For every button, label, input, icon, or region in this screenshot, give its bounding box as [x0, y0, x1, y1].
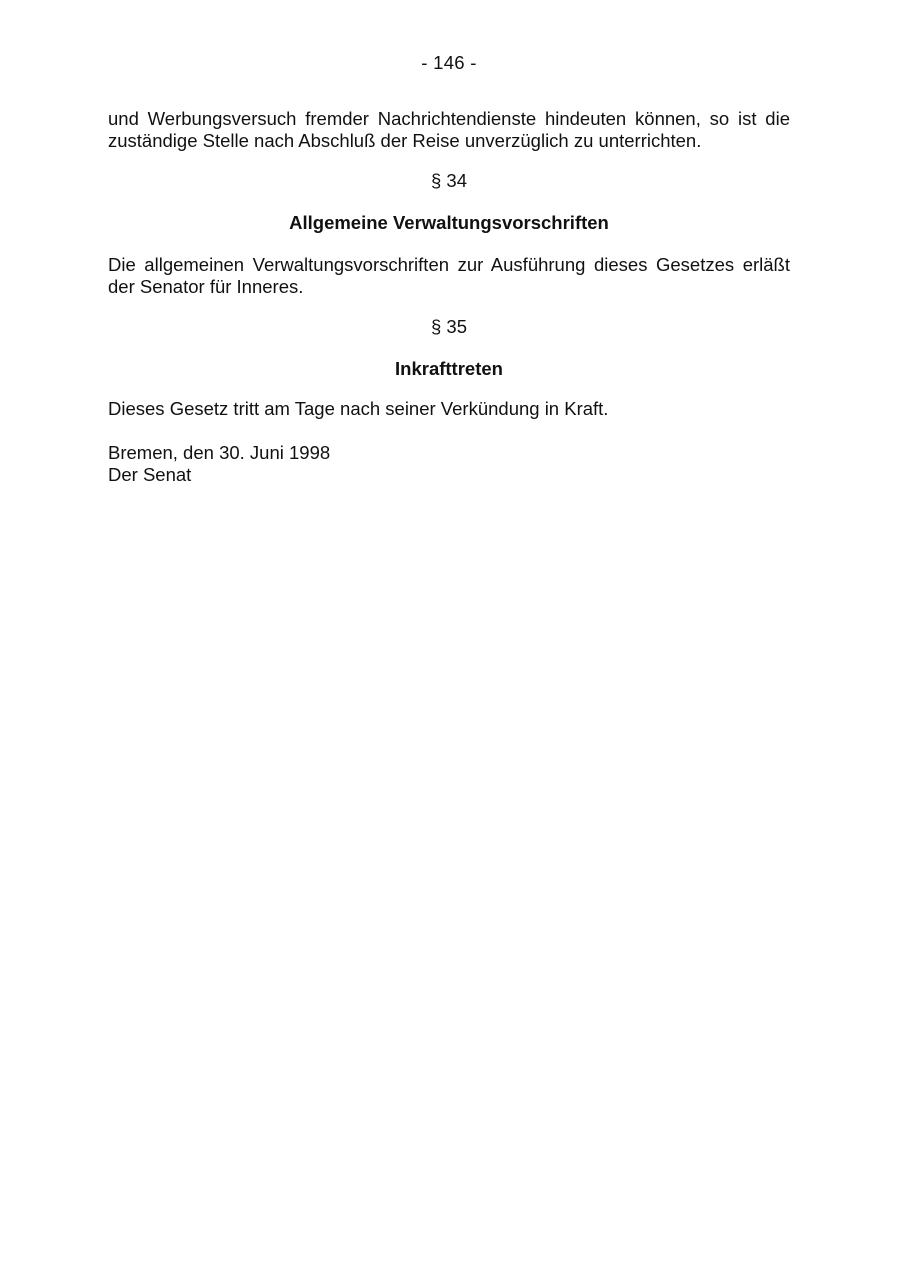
section-body-34: Die allgemeinen Verwaltungsvorschriften zur Ausführung dieses Gesetzes erläßt der Senator für Inneres.: [108, 254, 790, 297]
section-mark-35: § 35: [430, 316, 467, 337]
document-page: [108, 0, 790, 486]
signature-signatory: Der Senat: [108, 464, 192, 485]
page-number: - 146 -: [421, 52, 477, 73]
section-title-allgemeine-verwaltungsvorschriften: Allgemeine Verwaltungsvorschriften: [289, 212, 609, 233]
section-mark-34: § 34: [430, 170, 467, 191]
section-body-35: Dieses Gesetz tritt am Tage nach seiner Verkündung in Kraft.: [108, 398, 609, 419]
signature-place-date: Bremen, den 30. Juni 1998: [108, 442, 331, 463]
intro-paragraph: und Werbungsversuch fremder Nachrichtendienste hindeuten können, so ist die zuständige Stelle nach Abschluß der Reise unverzüglich zu unterrichten.: [108, 108, 790, 151]
section-title-inkrafttreten: Inkrafttreten: [395, 358, 503, 379]
signature-block: [108, 442, 790, 486]
